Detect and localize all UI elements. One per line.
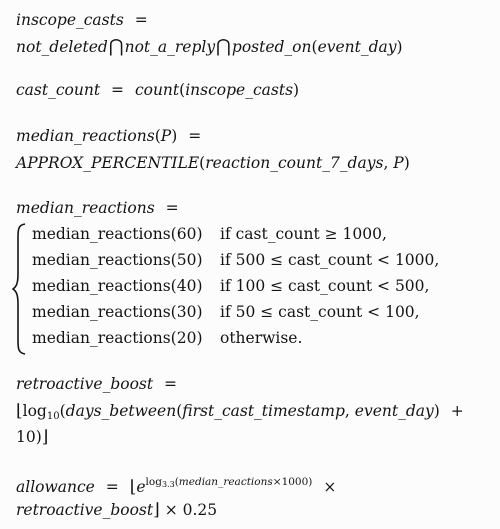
not-deleted-term: not_deleted	[16, 38, 108, 56]
allowance-exponent: log3.3(median_reactions×1000)	[145, 476, 313, 489]
cast-count-line: cast_count = count(inscope_casts)	[16, 81, 300, 99]
case-value: median_reactions(30)	[32, 303, 203, 321]
allowance-factor: retroactive_boost	[16, 501, 154, 519]
log-fn: log	[22, 402, 47, 420]
case-value: median_reactions(20)	[32, 329, 203, 347]
case-condition: if 500 ≤ cast_count < 1000,	[220, 251, 440, 269]
boost-lhs-line	[16, 374, 183, 394]
posted-on-fn: posted_on	[231, 38, 312, 56]
equals-sign: =	[164, 375, 178, 393]
exp-log-fn: log	[145, 476, 162, 488]
intersection-icon: ⋂	[216, 36, 231, 57]
case-condition: if 50 ≤ cast_count < 100,	[220, 303, 420, 321]
equals-sign: =	[111, 81, 124, 99]
equals-sign: =	[105, 478, 119, 496]
posted-on-arg: event_day	[317, 38, 397, 56]
days-between-arg2: event_day	[354, 402, 434, 420]
median-cases-lhs-line	[16, 198, 185, 218]
allowance-line-2	[16, 500, 217, 520]
median-def-lhs-line: median_reactions(P) =	[16, 127, 202, 145]
boost-rhs-line-1: $⌊\log_{10}(days\_between(first\_cast\_timestamp$, event_day) +	[16, 401, 464, 422]
inscope-casts-lhs-line	[16, 10, 154, 30]
boost-rhs-line-2: 10)⌋	[16, 427, 49, 447]
floor-left-icon: ⌊	[129, 477, 137, 497]
median-def-rhs-line: APPROX_PERCENTILE(reaction_count_7_days, P)	[16, 154, 410, 172]
median-def-param: P	[160, 127, 172, 145]
exp-arg: median_reactions	[178, 476, 273, 488]
exp-log-base: 3.3	[161, 480, 175, 489]
approx-percentile-fn: APPROX_PERCENTILE	[16, 154, 200, 172]
case-value: median_reactions(40)	[32, 277, 203, 295]
median-cases-lhs: median_reactions	[16, 199, 155, 217]
approx-percentile-arg1: reaction_count_7_days	[205, 154, 384, 172]
approx-percentile-arg2: P	[393, 154, 404, 172]
inscope-casts-rhs-line: not_deleted⋂not_a_reply⋂posted_on(event_day)	[16, 36, 403, 57]
days-between-arg1: first_cast_timestamp	[182, 402, 345, 420]
allowance-multiplier: × 0.25	[164, 501, 218, 519]
allowance-line-1	[16, 472, 342, 497]
exp-num: 1000	[281, 476, 309, 488]
left-brace-icon	[12, 222, 28, 356]
euler-e: e	[136, 478, 146, 496]
equals-sign: =	[188, 127, 202, 145]
median-def-lhs: median_reactions	[16, 127, 155, 145]
case-condition: if 100 ≤ cast_count < 500,	[220, 277, 430, 295]
case-condition: if cast_count ≥ 1000,	[220, 225, 387, 243]
not-a-reply-term: not_a_reply	[124, 38, 216, 56]
cast-count-lhs: cast_count	[16, 81, 101, 99]
floor-left-icon: ⌊	[16, 401, 23, 421]
floor-right-icon: ⌋	[153, 500, 160, 520]
allowance-lhs: allowance	[16, 478, 95, 496]
equals-sign: =	[134, 11, 148, 29]
boost-constant: 10	[16, 428, 36, 446]
times-sign: ×	[323, 478, 337, 496]
plus-sign: +	[450, 402, 464, 420]
log-base: 10	[46, 411, 60, 422]
count-arg: inscope_casts	[185, 81, 294, 99]
equals-sign: =	[165, 199, 179, 217]
case-value: median_reactions(60)	[32, 225, 203, 243]
count-fn: count	[134, 81, 180, 99]
case-value: median_reactions(50)	[32, 251, 203, 269]
intersection-icon: ⋂	[108, 36, 124, 57]
days-between-fn: days_between	[65, 402, 177, 420]
exp-times: ×	[272, 476, 282, 488]
boost-lhs: retroactive_boost	[16, 375, 154, 393]
floor-right-icon: ⌋	[41, 427, 49, 447]
inscope-casts-lhs: inscope_casts	[16, 11, 124, 29]
case-condition: otherwise.	[220, 329, 303, 347]
